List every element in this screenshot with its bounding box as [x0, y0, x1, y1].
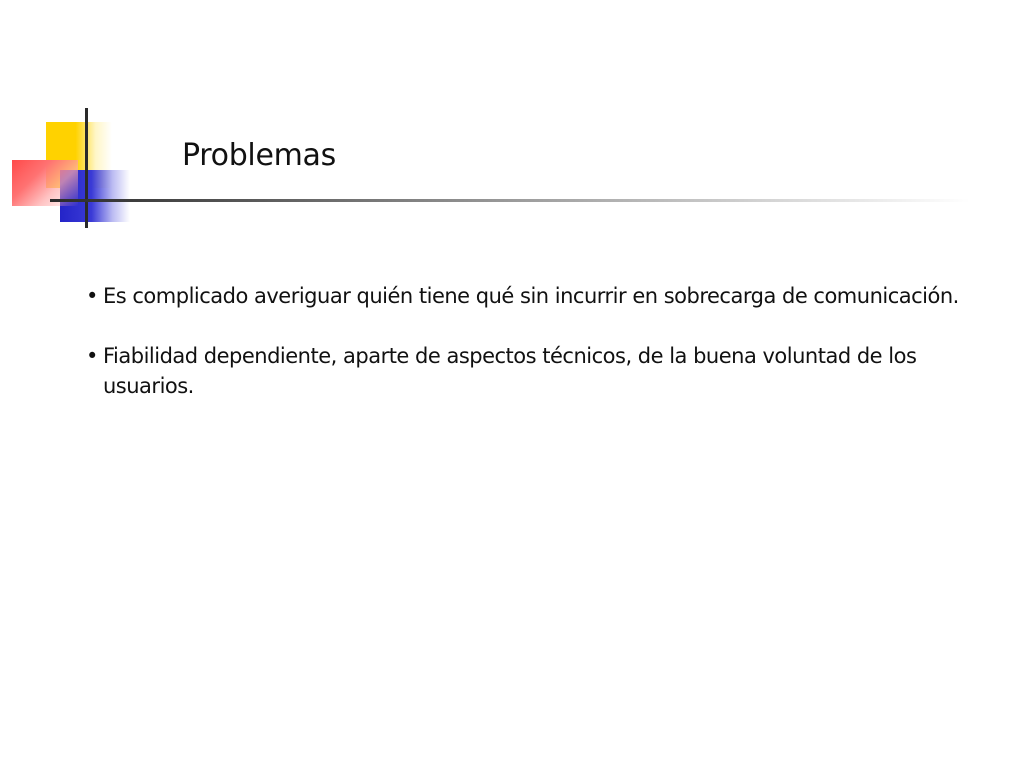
slide-title: Problemas	[182, 138, 336, 173]
bullet-icon: •	[86, 344, 98, 368]
vertical-rule	[85, 108, 88, 228]
bullet-text: Es complicado averiguar quién tiene qué sin incurrir en sobrecarga de comunicación.	[103, 284, 959, 308]
bullet-item	[86, 341, 976, 401]
decorative-squares-logo	[0, 0, 200, 240]
bullet-text: Fiabilidad dependiente, aparte de aspectos técnicos, de la buena voluntad de los usuarios.	[103, 344, 917, 398]
bullet-icon: •	[86, 284, 98, 308]
bullet-list	[86, 281, 976, 431]
bullet-item	[86, 281, 976, 311]
title-underline-rule	[50, 199, 970, 202]
